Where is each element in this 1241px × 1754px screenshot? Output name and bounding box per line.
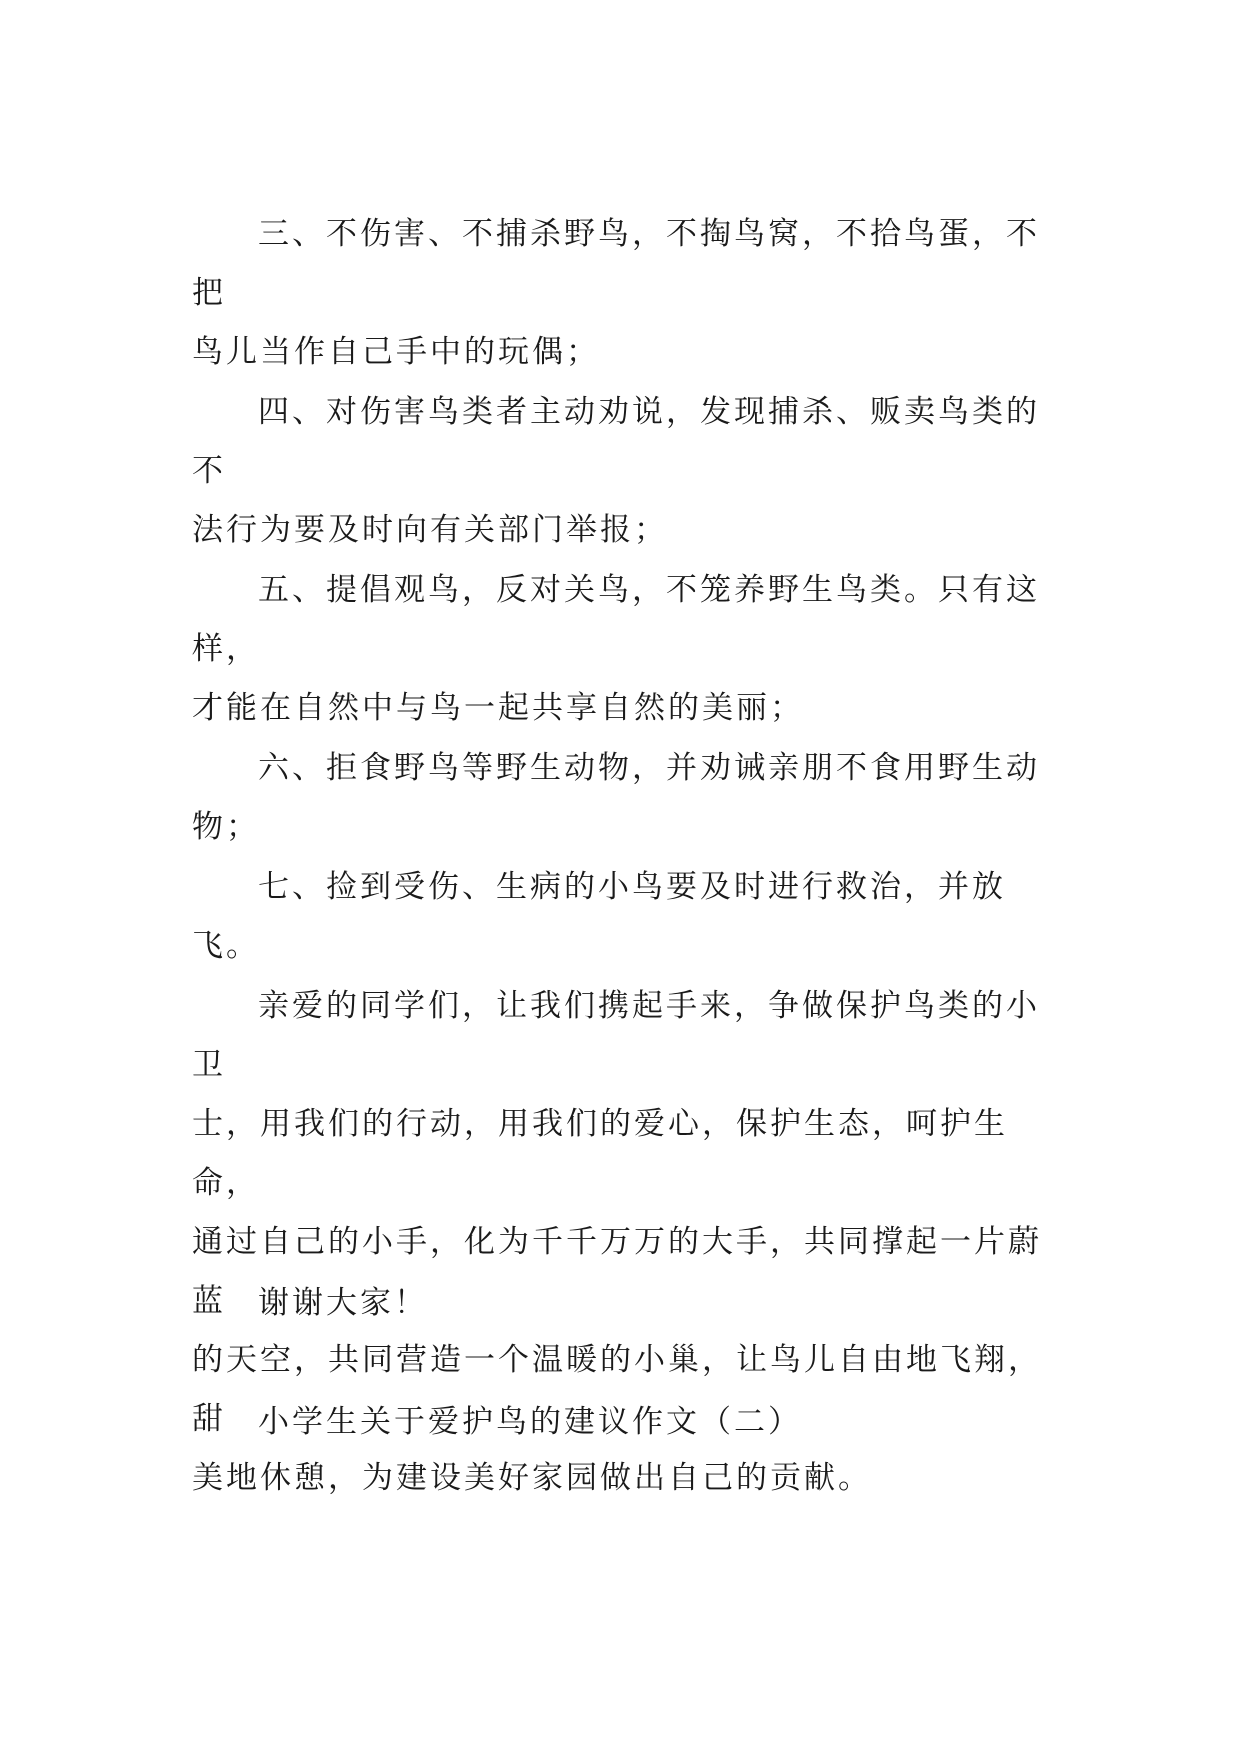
paragraph-rule-4: 四、对伤害鸟类者主动劝说，发现捕杀、贩卖鸟类的不 法行为要及时向有关部门举报； xyxy=(192,394,1040,548)
paragraph-rule-3: 三、不伤害、不捕杀野鸟，不掏鸟窝，不拾鸟蛋，不把 鸟儿当作自己手中的玩偶； xyxy=(192,216,1040,370)
section-heading: 小学生关于爱护鸟的建议作文（二） xyxy=(258,1404,802,1440)
paragraph-appeal: 亲爱的同学们，让我们携起手来，争做保护鸟类的小卫 士，用我们的行动，用我们的爱心，保护生态，呵护生命， 通过自己的小手，化为千千万万的大手，共同撑起一片蔚蓝 的天空，共同营造一个温暖的小巢，让鸟儿自由地飞翔，甜 美地休憩，为建设美好家园做出自己的贡献。 xyxy=(192,988,1042,1496)
paragraph-rule-6: 六、拒食野鸟等野生动物，并劝诫亲朋不食用野生动物； xyxy=(192,750,1040,845)
paragraph-rule-7: 七、捡到受伤、生病的小鸟要及时进行救治，并放飞。 xyxy=(192,869,1006,964)
paragraph-rule-5: 五、提倡观鸟，反对关鸟，不笼养野生鸟类。只有这样， 才能在自然中与鸟一起共享自然的美丽； xyxy=(192,572,1040,726)
paragraph-thanks: 谢谢大家！ xyxy=(258,1285,428,1321)
